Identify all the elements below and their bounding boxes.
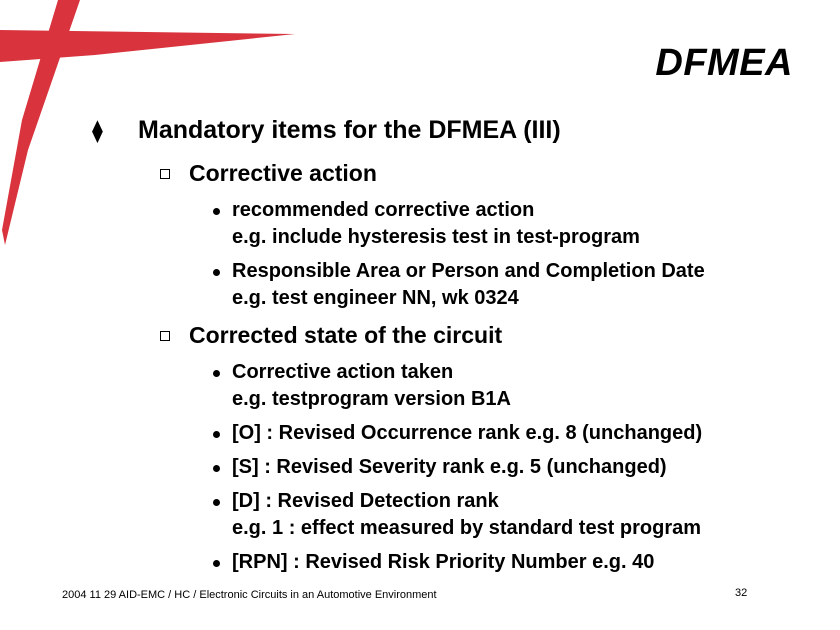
item-line: [O] : Revised Occurrence rank e.g. 8 (unchanged) xyxy=(232,422,703,444)
dot-icon xyxy=(213,465,220,472)
list-item xyxy=(232,359,702,413)
diamond-icon: ⧫ xyxy=(92,118,103,143)
slide-title: DFMEA xyxy=(655,42,793,84)
square-icon xyxy=(160,331,170,341)
item-line: e.g. 1 : effect measured by standard test program xyxy=(232,517,702,539)
section-2-items xyxy=(232,359,702,583)
list-item xyxy=(232,420,702,447)
dot-icon xyxy=(213,431,220,438)
dot-icon xyxy=(213,370,220,377)
page-number: 32 xyxy=(735,587,748,599)
item-line: Corrective action taken xyxy=(232,361,454,383)
main-heading-text: Mandatory items for the DFMEA (III) xyxy=(138,116,561,144)
item-line: e.g. test engineer NN, wk 0324 xyxy=(232,287,519,309)
item-line: [D] : Revised Detection rank xyxy=(232,490,499,512)
list-item xyxy=(232,488,702,542)
item-line: e.g. testprogram version B1A xyxy=(232,388,511,410)
dot-icon xyxy=(213,499,220,506)
item-line: [RPN] : Revised Risk Priority Number e.g. 40 xyxy=(232,551,655,573)
dot-icon xyxy=(213,269,220,276)
item-line: recommended corrective action xyxy=(232,199,535,221)
item-line: e.g. include hysteresis test in test-program xyxy=(232,226,640,248)
list-item xyxy=(232,197,705,251)
footer-text: 2004 11 29 AID-EMC / HC / Electronic Circuits in an Automotive Environment xyxy=(62,589,437,601)
section-1-items xyxy=(232,197,705,319)
section-label: Corrected state of the circuit xyxy=(189,322,503,348)
dot-icon xyxy=(213,560,220,567)
section-label: Corrective action xyxy=(189,160,377,186)
list-item xyxy=(232,454,702,481)
list-item xyxy=(232,258,705,312)
dot-icon xyxy=(213,208,220,215)
item-line: Responsible Area or Person and Completion Date xyxy=(232,260,705,282)
list-item xyxy=(232,549,702,576)
square-icon xyxy=(160,169,170,179)
item-line: [S] : Revised Severity rank e.g. 5 (unchanged) xyxy=(232,456,667,478)
